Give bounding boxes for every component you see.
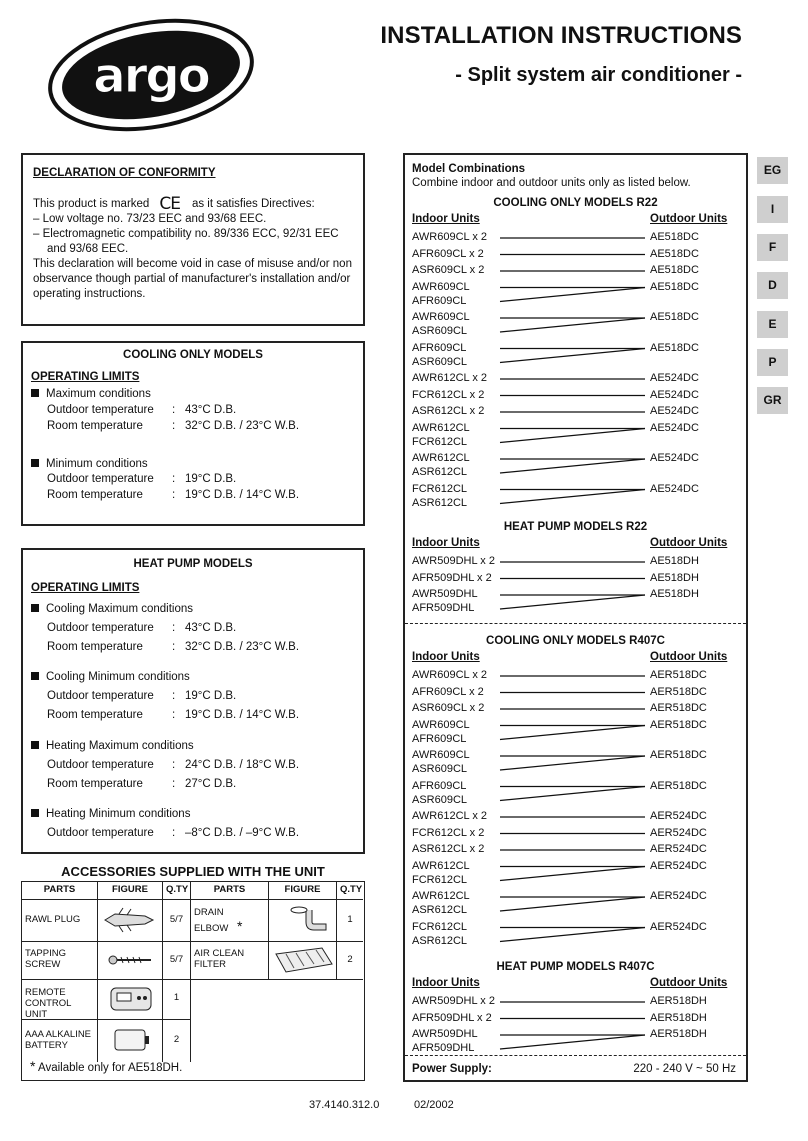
indoor-unit: ASR609CL xyxy=(412,793,468,806)
indoor-unit: ASR609CL x 2 xyxy=(412,264,485,276)
cooling-max-item: Cooling Maximum conditions xyxy=(31,603,193,615)
indoor-units-header: Indoor Units xyxy=(412,213,480,225)
bullet-square-icon xyxy=(31,809,39,817)
combination-line xyxy=(500,288,645,302)
accessories-title: ACCESSORIES SUPPLIED WITH THE UNIT xyxy=(61,864,325,879)
power-supply-label: Power Supply: xyxy=(412,1063,492,1075)
cooling-min-item: Cooling Minimum conditions xyxy=(31,671,190,683)
indoor-unit: AFR609CL x 2 xyxy=(412,685,484,698)
indoor-unit: AWR609CL xyxy=(412,280,470,293)
indoor-unit: ASR609CL xyxy=(412,325,468,337)
combination-line xyxy=(500,318,645,332)
cooling-only-title: COOLING ONLY MODELS xyxy=(123,349,263,361)
drain-elbow-icon xyxy=(272,902,332,938)
battery-figure xyxy=(98,1020,163,1062)
outdoor-unit: AE518DC xyxy=(650,341,699,354)
section-title: HEAT PUMP MODELS R22 xyxy=(503,521,648,533)
max-conditions-item: Maximum conditions xyxy=(31,388,151,400)
combination-line xyxy=(500,490,645,504)
cooling-only-limits-box: COOLING ONLY MODELS OPERATING LIMITS Maximum conditions Outdoor temperature : 43°C D.B. Room temperature : 32°C D.B. / 23°C W.B. Minimum conditions Outdoor temperature : 19°C D.B. Room temperature : 19°C D.B. / 14°C W.B. xyxy=(21,341,365,526)
column-header: FIGURE xyxy=(98,882,163,900)
indoor-unit: FCR612CL xyxy=(412,873,468,886)
indoor-unit: FCR612CL x 2 xyxy=(412,826,485,839)
language-tab-f[interactable]: F xyxy=(757,234,788,261)
indoor-unit: ASR612CL x 2 xyxy=(412,405,485,417)
indoor-unit: AWR509DHL x 2 xyxy=(412,995,495,1007)
outdoor-unit: AER524DC xyxy=(650,843,707,855)
combination-line xyxy=(500,756,645,770)
screw-icon xyxy=(101,944,159,976)
outdoor-unit: AER518DC xyxy=(650,749,707,761)
outdoor-unit: AER518DC xyxy=(650,718,707,731)
indoor-unit: FCR612CL xyxy=(412,920,468,933)
outdoor-units-header: Outdoor Units xyxy=(650,651,728,663)
indoor-unit: AWR509DHL xyxy=(412,1028,478,1040)
outdoor-unit: AER518DH xyxy=(650,995,707,1007)
power-supply-value: 220 - 240 V ~ 50 Hz xyxy=(633,1063,736,1075)
outdoor-unit: AER524DC xyxy=(650,920,707,933)
model-combinations-box xyxy=(403,153,748,1082)
outdoor-unit: AER518DC xyxy=(650,702,707,714)
outdoor-unit: AER518DH xyxy=(650,1028,707,1040)
qty: 2 xyxy=(337,942,363,980)
indoor-unit: FCR612CL xyxy=(412,482,468,495)
indoor-unit: AFR509DHL x 2 xyxy=(412,1011,492,1024)
outdoor-unit: AER518DH xyxy=(650,1011,707,1024)
outdoor-units-header: Outdoor Units xyxy=(650,213,728,225)
combination-line xyxy=(500,928,645,942)
document-date: 02/2002 xyxy=(414,1099,454,1111)
bullet-square-icon xyxy=(31,604,39,612)
heating-min-item: Heating Minimum conditions xyxy=(31,808,190,820)
remote-control-icon xyxy=(101,982,159,1016)
outdoor-unit: AE524DC xyxy=(650,452,699,464)
combination-line xyxy=(500,349,645,363)
indoor-unit: AWR609CL xyxy=(412,718,470,731)
outdoor-units-header: Outdoor Units xyxy=(650,537,728,549)
outdoor-unit: AER518DC xyxy=(650,669,707,681)
outdoor-unit: AE518DH xyxy=(650,571,699,584)
language-tab-gr[interactable]: GR xyxy=(757,387,788,414)
part-tapping-screw: TAPPING SCREW xyxy=(22,942,98,980)
language-tab-d[interactable]: D xyxy=(757,272,788,299)
combination-line xyxy=(500,726,645,740)
combination-line xyxy=(500,595,645,609)
outdoor-unit: AE518DC xyxy=(650,247,699,260)
indoor-unit: ASR612CL xyxy=(412,466,468,478)
outdoor-unit: AE524DC xyxy=(650,388,699,401)
qty: 1 xyxy=(337,900,363,942)
indoor-unit: ASR609CL xyxy=(412,763,468,775)
outdoor-unit: AER524DC xyxy=(650,890,707,902)
outdoor-unit: AE518DC xyxy=(650,231,699,243)
qty: 5/7 xyxy=(163,900,191,942)
declaration-heading: DECLARATION OF CONFORMITY xyxy=(33,167,216,179)
combination-lines xyxy=(405,155,750,1084)
combination-line xyxy=(500,1035,645,1049)
indoor-unit: ASR612CL xyxy=(412,934,468,947)
outdoor-unit: AE518DC xyxy=(650,264,699,276)
indoor-unit: AFR509DHL xyxy=(412,1042,475,1054)
outdoor-unit: AER524DC xyxy=(650,810,707,822)
indoor-units-header: Indoor Units xyxy=(412,651,480,663)
outdoor-unit: AE524DC xyxy=(650,482,699,495)
accessories-note: * Available only for AE518DH. xyxy=(30,1058,183,1074)
model-combinations-heading: Model Combinations xyxy=(412,163,526,175)
indoor-unit: ASR609CL xyxy=(412,355,468,368)
language-tab-i[interactable]: I xyxy=(757,196,788,223)
part-drain-elbow: DRAIN ELBOW * xyxy=(191,900,269,942)
qty: 2 xyxy=(163,1020,191,1062)
section-title: COOLING ONLY MODELS R407C xyxy=(486,635,665,647)
part-battery: AAA ALKALINE BATTERY xyxy=(22,1020,98,1062)
drain-elbow-figure xyxy=(269,900,337,942)
argo-logo xyxy=(46,16,256,134)
indoor-unit: AFR509DHL x 2 xyxy=(412,571,492,584)
section-title: COOLING ONLY MODELS R22 xyxy=(493,197,658,209)
heat-pump-limits-box: HEAT PUMP MODELS OPERATING LIMITS Cooling Maximum conditions Outdoor temperature : 43°C D.B. Room temperature : 32°C D.B. / 23°C W.B. Cooling Minimum conditions Outdoor temperature : 19°C D.B. Room temperature : 19°C D.B. / 14°C W.B. Heating Maximum conditions Outdoor temperature : 24°C D.B. / 18°C W.B. Room temperature : 27°C D.B. Heating Minimum conditions Outdoor temperature : –8°C D.B. / –9°C W.B. xyxy=(21,548,365,854)
language-tab-eg[interactable]: EG xyxy=(757,157,788,184)
indoor-unit: AWR609CL xyxy=(412,311,470,323)
accessories-table xyxy=(21,881,365,1081)
outdoor-unit: AE518DH xyxy=(650,555,699,567)
min-conditions-item: Minimum conditions xyxy=(31,458,148,470)
indoor-unit: FCR612CL x 2 xyxy=(412,388,485,401)
bullet-square-icon xyxy=(31,741,39,749)
bullet-square-icon xyxy=(31,459,39,467)
outdoor-units-header: Outdoor Units xyxy=(650,977,728,989)
outdoor-unit: AER524DC xyxy=(650,826,707,839)
declaration-line: operating instructions. xyxy=(33,288,146,300)
indoor-unit: AWR609CL xyxy=(412,749,470,761)
qty: 5/7 xyxy=(163,942,191,980)
column-header: PARTS xyxy=(22,882,98,900)
column-header: Q.TY xyxy=(163,882,191,900)
combination-line xyxy=(500,429,645,443)
indoor-unit: ASR612CL x 2 xyxy=(412,843,485,855)
declaration-line: – Low voltage no. 73/23 EEC and 93/68 EEC. xyxy=(33,213,267,225)
indoor-unit: AFR509DHL xyxy=(412,602,475,614)
declaration-line: This declaration will become void in case of misuse and/or non xyxy=(33,258,352,270)
language-tab-p[interactable]: P xyxy=(757,349,788,376)
outdoor-unit: AE524DC xyxy=(650,372,699,384)
part-remote-control: REMOTE CONTROL UNIT xyxy=(22,980,98,1020)
combination-line xyxy=(500,787,645,801)
qty: 1 xyxy=(163,980,191,1020)
ce-mark-icon: CE xyxy=(159,194,180,214)
tapping-screw-figure xyxy=(98,942,163,980)
declaration-line: – Electromagnetic compatibility no. 89/336 ECC, 92/31 EEC xyxy=(33,228,339,240)
battery-icon xyxy=(101,1022,159,1058)
combination-line xyxy=(500,867,645,881)
bullet-square-icon xyxy=(31,672,39,680)
model-combinations-intro: Combine indoor and outdoor units only as listed below. xyxy=(412,177,691,189)
indoor-unit: AFR609CL x 2 xyxy=(412,247,484,260)
air-filter-figure xyxy=(269,942,337,980)
indoor-unit: AWR609CL x 2 xyxy=(412,669,487,681)
page-subtitle: - Split system air conditioner - xyxy=(455,64,742,86)
indoor-unit: AWR612CL xyxy=(412,452,470,464)
logo-text: argo xyxy=(93,48,209,104)
declaration-marked-line: This product is marked CE as it satisfies Directives: xyxy=(33,194,315,214)
indoor-unit: AFR609CL xyxy=(412,294,467,307)
bullet-square-icon xyxy=(31,389,39,397)
section-title: HEAT PUMP MODELS R407C xyxy=(496,961,655,973)
declaration-line: observance though partial of manufacturer's installation and/or xyxy=(33,273,351,285)
indoor-unit: AWR612CL x 2 xyxy=(412,372,487,384)
operating-limits-heading: OPERATING LIMITS xyxy=(31,582,140,594)
indoor-unit: AWR509DHL xyxy=(412,588,478,600)
indoor-unit: AWR612CL xyxy=(412,421,470,434)
rawl-plug-icon xyxy=(101,902,159,938)
column-header: FIGURE xyxy=(269,882,337,900)
operating-limits-heading: OPERATING LIMITS xyxy=(31,371,140,383)
indoor-unit: ASR612CL xyxy=(412,904,468,916)
indoor-unit: AWR612CL x 2 xyxy=(412,810,487,822)
outdoor-unit: AE524DC xyxy=(650,405,699,417)
column-header: PARTS xyxy=(191,882,269,900)
indoor-unit: AFR609CL xyxy=(412,341,467,354)
indoor-units-header: Indoor Units xyxy=(412,977,480,989)
heat-pump-title: HEAT PUMP MODELS xyxy=(133,558,253,570)
outdoor-unit: AER518DC xyxy=(650,779,707,792)
part-air-filter: AIR CLEAN FILTER xyxy=(191,942,269,980)
indoor-units-header: Indoor Units xyxy=(412,537,480,549)
outdoor-unit: AE518DH xyxy=(650,588,699,600)
outdoor-unit: AE524DC xyxy=(650,421,699,434)
remote-control-figure xyxy=(98,980,163,1020)
combination-line xyxy=(500,459,645,473)
declaration-box xyxy=(21,153,365,326)
heating-max-item: Heating Maximum conditions xyxy=(31,740,194,752)
document-code: 37.4140.312.0 xyxy=(309,1099,380,1111)
indoor-unit: ASR612CL xyxy=(412,496,468,509)
outdoor-unit: AE518DC xyxy=(650,311,699,323)
rawl-plug-figure xyxy=(98,900,163,942)
combination-line xyxy=(500,897,645,911)
column-header: Q.TY xyxy=(337,882,363,900)
part-rawl-plug: RAWL PLUG xyxy=(22,900,98,942)
indoor-unit: AWR609CL x 2 xyxy=(412,231,487,243)
indoor-unit: FCR612CL xyxy=(412,435,468,448)
indoor-unit: AFR609CL xyxy=(412,732,467,745)
language-tab-e[interactable]: E xyxy=(757,311,788,338)
indoor-unit: AWR612CL xyxy=(412,890,470,902)
declaration-line: and 93/68 EEC. xyxy=(47,243,129,255)
air-filter-icon xyxy=(272,944,336,976)
outdoor-unit: AER524DC xyxy=(650,859,707,872)
outdoor-unit: AER518DC xyxy=(650,685,707,698)
indoor-unit: AFR609CL xyxy=(412,779,467,792)
indoor-unit: AWR509DHL x 2 xyxy=(412,555,495,567)
indoor-unit: AWR612CL xyxy=(412,859,470,872)
page-title: INSTALLATION INSTRUCTIONS xyxy=(380,22,742,49)
indoor-unit: ASR609CL x 2 xyxy=(412,702,485,714)
outdoor-unit: AE518DC xyxy=(650,280,699,293)
